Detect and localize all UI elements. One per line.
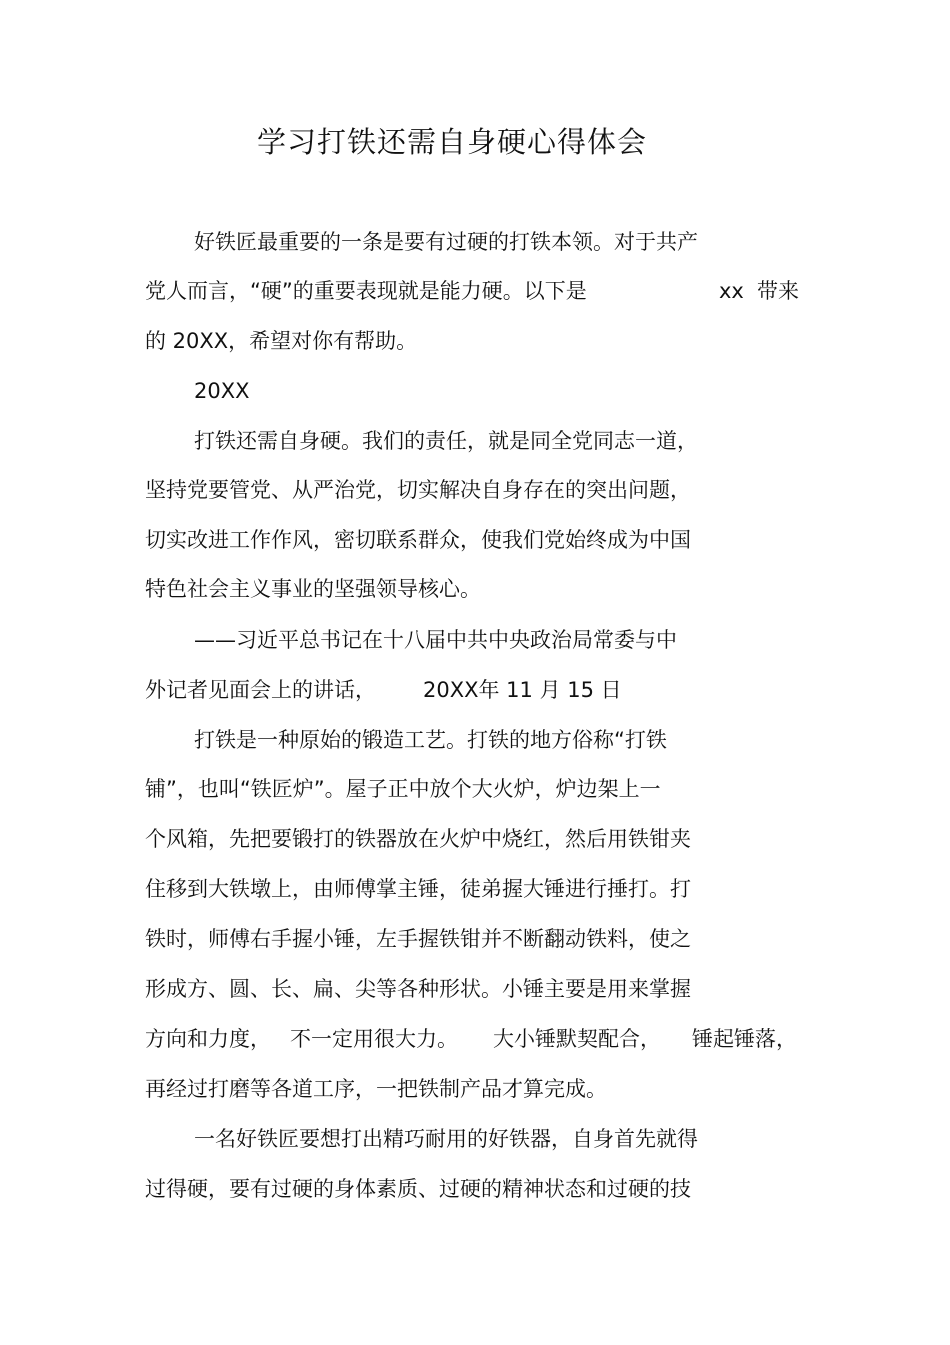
quote-line-4: 特色社会主义事业的坚强领导核心。 [145, 577, 481, 601]
source-line-1: ——习近平总书记在十八届中共中央政治局常委与中 [194, 628, 677, 652]
smithing-line-7-a: 方向和力度， [145, 1027, 271, 1051]
smithing-line-7-c: 大小锤默契配合， [493, 1027, 661, 1051]
smithing-line-4: 住移到大铁墩上，由师傅掌主锤，徒弟握大锤进行捶打。打 [145, 877, 691, 901]
quote-line-3: 切实改进工作作风，密切联系群众，使我们党始终成为中国 [145, 528, 691, 552]
source-date: 20XX年 11 月 15 日 [423, 678, 622, 702]
document-title: 学习打铁还需自身硬心得体会 [256, 125, 647, 159]
source-speech: 外记者见面会上的讲话， [145, 678, 376, 702]
intro-line-2-end: 带来 [757, 279, 799, 303]
source-line-2 [145, 675, 645, 705]
quote-line-2: 坚持党要管党、从严治党，切实解决自身存在的突出问题， [145, 478, 691, 502]
smithing-line-6: 形成方、圆、长、扁、尖等各种形状。小锤主要是用来掌握 [145, 977, 691, 1001]
smithing-line-2: 铺”，也叫“铁匠炉”。屋子正中放个大火炉，炉边架上一 [145, 777, 661, 801]
intro-line-2-text: 党人而言，“硬”的重要表现就是能力硬。以下是 [145, 279, 587, 303]
smithing-line-1: 打铁是一种原始的锻造工艺。打铁的地方俗称“打铁 [194, 728, 667, 752]
quote-line-1: 打铁还需自身硬。我们的责任，就是同全党同志一道， [194, 429, 698, 453]
smithing-line-7 [145, 1024, 805, 1054]
intro-line-3: 的 20XX，希望对你有帮助。 [145, 329, 418, 353]
smithing-line-7-d: 锤起锤落， [692, 1027, 797, 1051]
smithing-line-5: 铁时，师傅右手握小锤，左手握铁钳并不断翻动铁料，使之 [145, 927, 691, 951]
intro-line-2 [145, 276, 805, 306]
smithing-line-7-b: 不一定用很大力。 [290, 1027, 458, 1051]
section-heading: 20XX [194, 379, 250, 403]
author-placeholder: xx [719, 279, 744, 303]
intro-line-1: 好铁匠最重要的一条是要有过硬的打铁本领。对于共产 [194, 230, 698, 254]
smith-line-2: 过得硬，要有过硬的身体素质、过硬的精神状态和过硬的技 [145, 1177, 691, 1201]
smithing-line-8: 再经过打磨等各道工序，一把铁制产品才算完成。 [145, 1077, 607, 1101]
smithing-line-3: 个风箱，先把要锻打的铁器放在火炉中烧红，然后用铁钳夹 [145, 827, 691, 851]
smith-line-1: 一名好铁匠要想打出精巧耐用的好铁器，自身首先就得 [194, 1127, 698, 1151]
